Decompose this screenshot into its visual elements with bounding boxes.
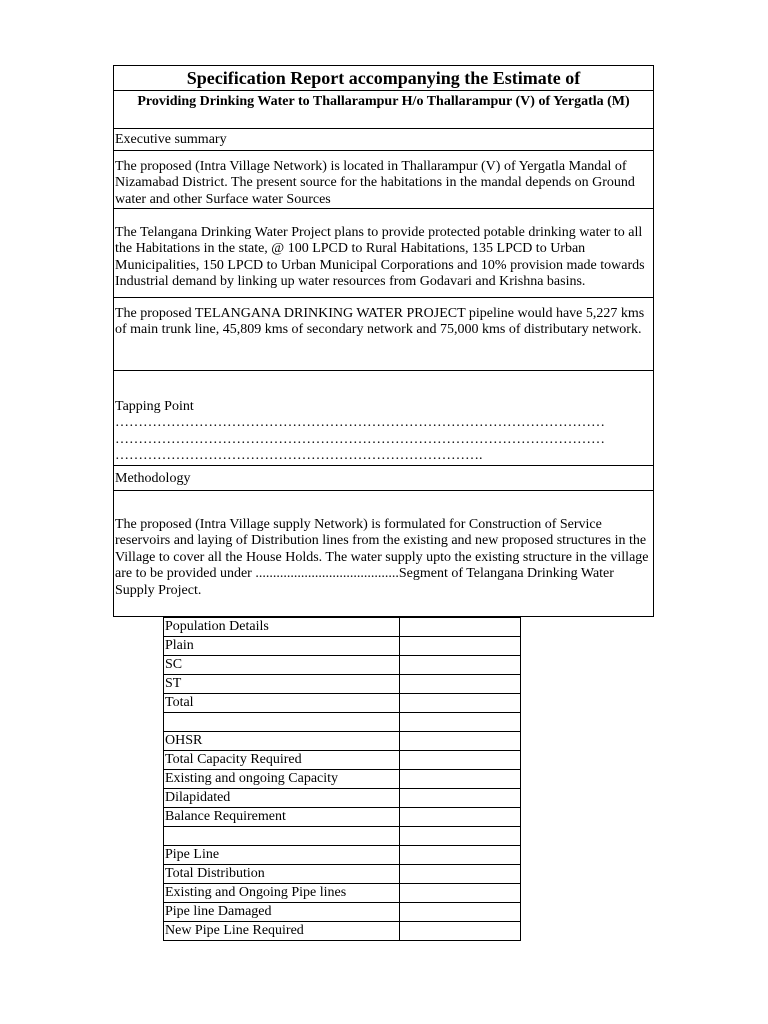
row-label: Total xyxy=(164,694,400,713)
row-label: Existing and Ongoing Pipe lines xyxy=(164,884,400,903)
table-row xyxy=(164,884,521,903)
table-row xyxy=(164,618,521,637)
table-row xyxy=(164,903,521,922)
row-value-cell[interactable] xyxy=(400,770,521,789)
row-label: Balance Requirement xyxy=(164,808,400,827)
methodology-heading: Methodology xyxy=(114,466,653,491)
row-label: ST xyxy=(164,675,400,694)
row-value-cell[interactable] xyxy=(400,694,521,713)
row-label: Plain xyxy=(164,637,400,656)
row-label: Population Details xyxy=(164,618,400,637)
table-row xyxy=(164,694,521,713)
row-value-cell[interactable] xyxy=(400,751,521,770)
row-label xyxy=(164,827,400,846)
row-value-cell[interactable] xyxy=(400,884,521,903)
row-label: New Pipe Line Required xyxy=(164,922,400,941)
row-value-cell[interactable] xyxy=(400,713,521,732)
table-row xyxy=(164,808,521,827)
row-value-cell[interactable] xyxy=(400,827,521,846)
table-row xyxy=(164,789,521,808)
tapping-point-blank-line: ……………………………………………………………………. xyxy=(115,448,483,464)
table-row xyxy=(164,675,521,694)
table-row xyxy=(164,770,521,789)
specification-report xyxy=(113,65,654,617)
row-value-cell[interactable] xyxy=(400,618,521,637)
tapping-point-blank-line: …………………………………………………………………………………………… xyxy=(115,431,605,447)
pipeline-paragraph: The proposed TELANGANA DRINKING WATER PROJECT pipeline would have 5,227 kms of main trunk line, 45,809 kms of secondary network and 75,000 kms of distributary network. xyxy=(114,298,653,371)
project-paragraph: The Telangana Drinking Water Project plans to provide protected potable drinking water to all the Habitations in the state, @ 100 LPCD to Rural Habitations, 135 LPCD to Urban Municipalities, 150 LPCD to Urban Municipal Corporations and 10% provision made towards Industrial demand by linking up water resources from Godavari and Krishna basins. xyxy=(114,209,653,298)
table-row xyxy=(164,922,521,941)
row-label: SC xyxy=(164,656,400,675)
row-value-cell[interactable] xyxy=(400,903,521,922)
row-label: Pipe Line xyxy=(164,846,400,865)
row-value-cell[interactable] xyxy=(400,865,521,884)
row-value-cell[interactable] xyxy=(400,789,521,808)
row-value-cell[interactable] xyxy=(400,656,521,675)
row-value-cell[interactable] xyxy=(400,637,521,656)
row-label: Dilapidated xyxy=(164,789,400,808)
row-value-cell[interactable] xyxy=(400,922,521,941)
tapping-point-section xyxy=(114,371,653,466)
report-subtitle: Providing Drinking Water to Thallarampur H/o Thallarampur (V) of Yergatla (M) xyxy=(114,91,653,129)
details-table xyxy=(163,617,521,941)
table-row xyxy=(164,846,521,865)
table-row xyxy=(164,732,521,751)
location-paragraph: The proposed (Intra Village Network) is located in Thallarampur (V) of Yergatla Mandal of Nizamabad District. The present source for the habitations in the mandal depends on Ground water and other Surface water Sources xyxy=(114,151,653,209)
table-row xyxy=(164,865,521,884)
table-row xyxy=(164,637,521,656)
row-label: OHSR xyxy=(164,732,400,751)
report-title: Specification Report accompanying the Estimate of xyxy=(114,66,653,91)
row-value-cell[interactable] xyxy=(400,808,521,827)
executive-summary-heading: Executive summary xyxy=(114,129,653,151)
table-row xyxy=(164,656,521,675)
row-value-cell[interactable] xyxy=(400,675,521,694)
row-value-cell[interactable] xyxy=(400,732,521,751)
table-row xyxy=(164,713,521,732)
table-row xyxy=(164,751,521,770)
row-label: Pipe line Damaged xyxy=(164,903,400,922)
methodology-paragraph: The proposed (Intra Village supply Network) is formulated for Construction of Service reservoirs and laying of Distribution lines from the existing and new proposed structures in the Village to cover all the House Holds. The water supply upto the existing structure in the village are to be provided under .........................................Segment of Telangana Drinking Water Supply Project. xyxy=(115,517,649,598)
row-label: Total Capacity Required xyxy=(164,751,400,770)
tapping-point-blank-line: …………………………………………………………………………………………… xyxy=(115,415,605,431)
row-label: Total Distribution xyxy=(164,865,400,884)
row-label: Existing and ongoing Capacity xyxy=(164,770,400,789)
tapping-point-heading: Tapping Point xyxy=(115,399,194,414)
row-label xyxy=(164,713,400,732)
row-value-cell[interactable] xyxy=(400,846,521,865)
table-row xyxy=(164,827,521,846)
